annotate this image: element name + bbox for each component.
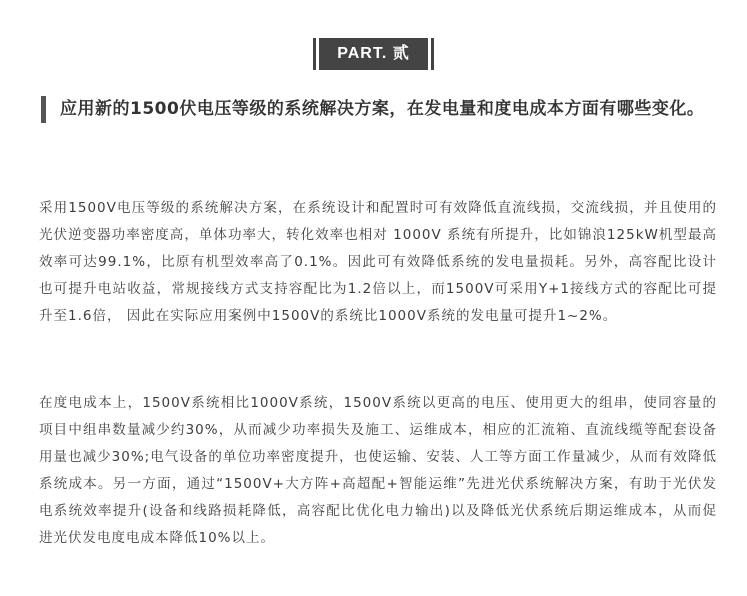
section-badge-container bbox=[0, 38, 747, 70]
section-badge: PART. 贰 bbox=[319, 38, 428, 70]
section-heading: 应用新的1500伏电压等级的系统解决方案，在发电量和度电成本方面有哪些变化。 bbox=[41, 96, 740, 123]
paragraph-cost: 在度电成本上，1500V系统相比1000V系统，1500V系统以更高的电压、使用更大的组串，使同容量的项目中组串数量减少约30%，从而减少功率损失及施工、运维成本，相应的汇流箱、直流线缆等配套设备用量也减少30%;电气设备的单位功率密度提升，也使运输、安装、人工等方面工作量减少，从而有效降低系统成本。另一方面，通过“1500V+大方阵+高超配+智能运维”先进光伏系统解决方案，有助于光伏发电系统效率提升(设备和线路损耗降低，高容配比优化电力输出)以及降低光伏系统后期运维成本，从而促进光伏发电度电成本降低10%以上。 bbox=[39, 395, 717, 546]
paragraph-efficiency: 采用1500V电压等级的系统解决方案，在系统设计和配置时可有效降低直流线损，交流线损，并且使用的光伏逆变器功率密度高，单体功率大，转化效率也相对 1000V 系统有所提升，比如锦浪125kW机型最高效率可达99.1%，比原有机型效率高了0.1%。因此可有效降低系统的发电量损耗。另外，高容配比设计也可提升电站收益，常规接线方式支持容配比为1.2倍以上，而1500V可采用Y+1接线方式的容配比可提升至1.6倍， 因此在实际应用案例中1500V的系统比1000V系统的发电量可提升1~2%。 bbox=[39, 200, 717, 324]
